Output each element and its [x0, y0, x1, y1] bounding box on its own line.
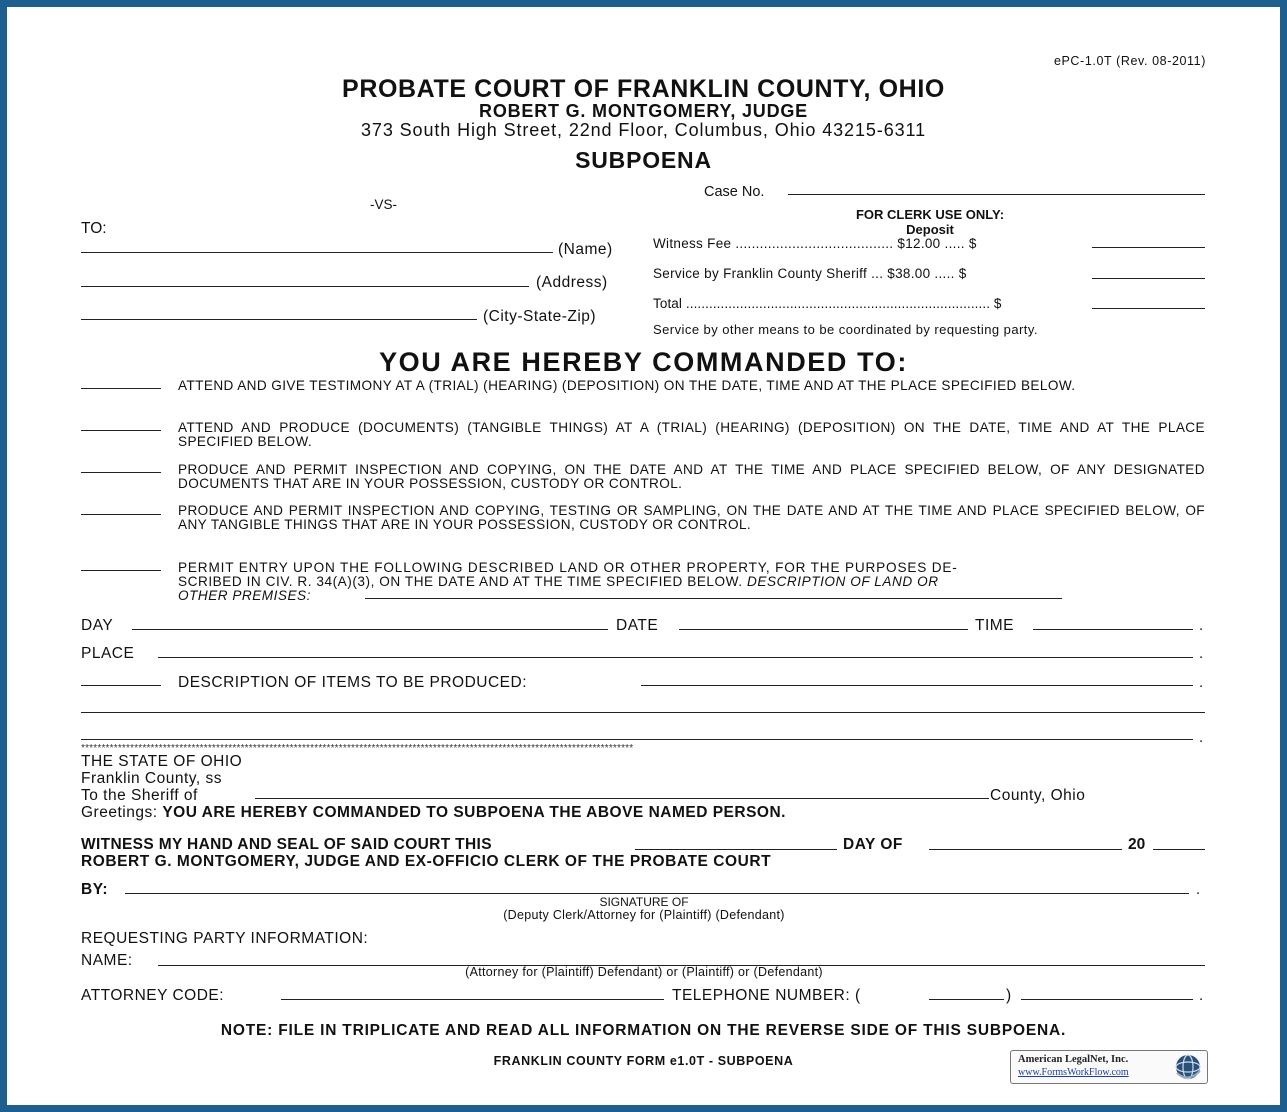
address-field[interactable]	[81, 286, 529, 287]
sheriff-county-field[interactable]	[255, 798, 989, 799]
requesting-heading: REQUESTING PARTY INFORMATION:	[81, 930, 369, 947]
item1-text: ATTEND AND GIVE TESTIMONY AT A (TRIAL) (HEARING) (DEPOSITION) ON THE DATE, TIME AND AT THE PLACE SPECIFIED BELOW.	[178, 378, 1076, 393]
sheriff-fee-label: Service by Franklin County Sheriff ... $38.00 ..... $	[653, 266, 967, 281]
clerk-use-heading: FOR CLERK USE ONLY:	[855, 207, 1005, 222]
signature-field[interactable]	[125, 893, 1189, 894]
items-line3-dot: .	[1199, 729, 1204, 746]
city-state-zip-label: (City-State-Zip)	[483, 308, 597, 325]
globe-icon	[1173, 1053, 1203, 1081]
place-label: PLACE	[81, 645, 135, 662]
witness-fee-field[interactable]	[1092, 247, 1205, 248]
signature-role: (Deputy Clerk/Attorney for (Plaintiff) (Defendant)	[503, 908, 785, 922]
date-field[interactable]	[679, 629, 968, 630]
name-label: (Name)	[558, 241, 613, 258]
state-of-ohio: THE STATE OF OHIO	[81, 753, 243, 770]
address-label: (Address)	[536, 274, 608, 291]
case-no-field[interactable]	[788, 194, 1205, 195]
greetings-line	[81, 804, 786, 822]
attorney-code-label: ATTORNEY CODE:	[81, 987, 225, 1004]
signature-of-label: SIGNATURE OF	[599, 895, 689, 909]
place-field[interactable]	[158, 657, 1193, 658]
day-label: DAY	[81, 617, 114, 634]
commanded-heading: YOU ARE HEREBY COMMANDED TO:	[379, 347, 908, 377]
case-no-label: Case No.	[704, 184, 765, 200]
item5-line3: OTHER PREMISES:	[178, 588, 311, 603]
items-description-field-3[interactable]	[81, 739, 1193, 740]
time-label: TIME	[975, 617, 1015, 634]
witness-fee-label: Witness Fee ....................................... $12.00 ..... $	[653, 236, 977, 251]
total-label: Total ............................................................................... $	[653, 296, 1002, 311]
greetings-label: Greetings:	[81, 804, 163, 821]
city-state-zip-field[interactable]	[81, 319, 477, 320]
page-title: SUBPOENA	[575, 147, 712, 173]
item5-line2-plain: SCRIBED IN CIV. R. 34(A)(3), ON THE DATE AND AT THE TIME SPECIFIED BELOW.	[178, 574, 747, 589]
witness-year-field[interactable]	[1153, 849, 1205, 850]
by-label: BY:	[81, 881, 109, 898]
deposit-label: Deposit	[906, 222, 954, 237]
items-description-field-2[interactable]	[81, 712, 1205, 713]
date-label: DATE	[616, 617, 659, 634]
signature-dot: .	[1196, 881, 1201, 898]
item5-line2-italic: DESCRIPTION OF LAND OR	[746, 574, 939, 589]
witness-day-field[interactable]	[635, 849, 837, 850]
telephone-label: TELEPHONE NUMBER: (	[672, 987, 861, 1004]
vs-label: -VS-	[370, 197, 397, 212]
to-label: TO:	[81, 220, 107, 237]
total-field[interactable]	[1092, 308, 1205, 309]
service-note: Service by other means to be coordinated by requesting party.	[653, 322, 1038, 337]
american-legalnet-logo[interactable]	[1010, 1050, 1208, 1084]
telephone-dot: .	[1199, 987, 1204, 1004]
items-description-label: DESCRIPTION OF ITEMS TO BE PRODUCED:	[178, 674, 527, 691]
subpoena-form	[7, 7, 1280, 1105]
items-line-dot: .	[1199, 674, 1204, 691]
logo-company: American LegalNet, Inc.	[1018, 1054, 1129, 1065]
year-prefix: 20	[1128, 836, 1146, 853]
item5-line1: PERMIT ENTRY UPON THE FOLLOWING DESCRIBED LAND OR OTHER PROPERTY, FOR THE PURPOSES DE-	[178, 560, 958, 575]
attorney-code-field[interactable]	[281, 999, 664, 1000]
item5-line2	[178, 574, 939, 589]
item2-checkbox-line[interactable]	[81, 430, 161, 431]
telephone-area-field[interactable]	[929, 999, 1004, 1000]
greetings-command: YOU ARE HEREBY COMMANDED TO SUBPOENA THE ABOVE NAMED PERSON.	[162, 804, 786, 821]
name-label-2: NAME:	[81, 952, 133, 969]
day-of-label: DAY OF	[843, 836, 903, 853]
telephone-number-field[interactable]	[1021, 999, 1193, 1000]
item4-checkbox-line[interactable]	[81, 514, 161, 515]
witness-hand-label: WITNESS MY HAND AND SEAL OF SAID COURT THIS	[81, 836, 492, 853]
sheriff-label: To the Sheriff of	[81, 787, 198, 804]
county-ohio-label: County, Ohio	[990, 787, 1086, 804]
court-name: PROBATE COURT OF FRANKLIN COUNTY, OHIO	[342, 75, 945, 103]
item3-text: PRODUCE AND PERMIT INSPECTION AND COPYING, ON THE DATE AND AT THE TIME AND PLACE SPECIFIED BELOW, OF ANY DESIGNATED DOCUMENTS THAT ARE IN YOUR POSSESSION, CUSTODY OR CONTROL.	[178, 462, 1205, 491]
logo-website: www.FormsWorkFlow.com	[1018, 1067, 1129, 1078]
judge-name: ROBERT G. MONTGOMERY, JUDGE	[479, 101, 808, 121]
items-description-field[interactable]	[641, 685, 1193, 686]
day-line-dot: .	[1199, 617, 1204, 634]
item3-checkbox-line[interactable]	[81, 472, 161, 473]
item1-checkbox-line[interactable]	[81, 388, 161, 389]
witness-month-field[interactable]	[929, 849, 1122, 850]
asterisk-separator: ***************************************************************************************************************************************	[81, 743, 634, 754]
name-caption: (Attorney for (Plaintiff) Defendant) or (Plaintiff) or (Defendant)	[465, 965, 823, 979]
form-code: ePC-1.0T (Rev. 08-2011)	[1053, 54, 1206, 68]
footer-note: NOTE: FILE IN TRIPLICATE AND READ ALL INFORMATION ON THE REVERSE SIDE OF THIS SUBPOENA.	[220, 1022, 1067, 1039]
item4-text: PRODUCE AND PERMIT INSPECTION AND COPYING, TESTING OR SAMPLING, ON THE DATE AND AT THE TIME AND PLACE SPECIFIED BELOW, OF ANY TANGIBLE THINGS THAT ARE IN YOUR POSSESSION, CUSTODY OR CONTROL.	[178, 503, 1205, 532]
court-address: 373 South High Street, 22nd Floor, Columbus, Ohio 43215-6311	[361, 120, 926, 140]
ex-officio-clerk: ROBERT G. MONTGOMERY, JUDGE AND EX-OFFICIO CLERK OF THE PROBATE COURT	[81, 853, 772, 870]
franklin-county-ss: Franklin County, ss	[81, 770, 223, 787]
item5-checkbox-line[interactable]	[81, 570, 161, 571]
item2-text: ATTEND AND PRODUCE (DOCUMENTS) (TANGIBLE THINGS) AT A (TRIAL) (HEARING) (DEPOSITION) ON THE DATE, TIME AND AT THE PLACE SPECIFIED BELOW.	[178, 420, 1205, 449]
land-description-field[interactable]	[365, 598, 1062, 599]
sheriff-fee-field[interactable]	[1092, 278, 1205, 279]
time-field[interactable]	[1033, 629, 1193, 630]
form-name: FRANKLIN COUNTY FORM e1.0T - SUBPOENA	[493, 1054, 794, 1068]
name-field[interactable]	[81, 252, 553, 253]
telephone-paren-close: )	[1006, 987, 1012, 1004]
day-field[interactable]	[132, 629, 608, 630]
items-checkbox-line[interactable]	[81, 685, 161, 686]
place-line-dot: .	[1199, 645, 1204, 662]
